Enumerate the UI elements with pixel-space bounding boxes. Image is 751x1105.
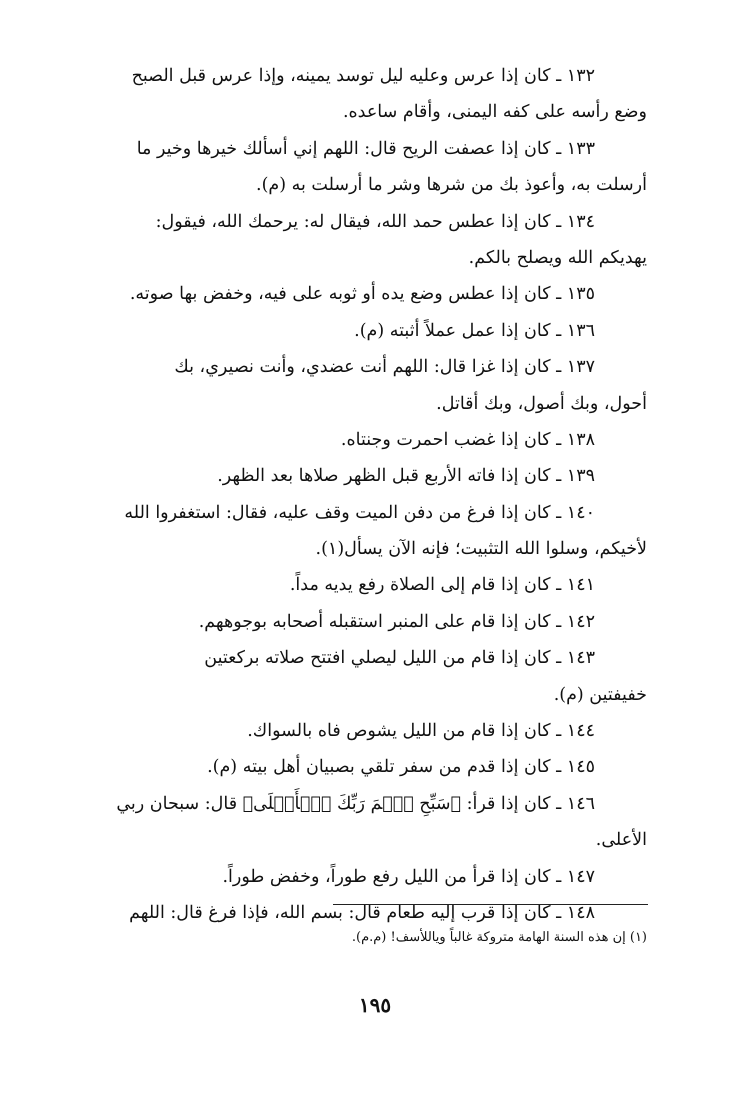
- footnote-divider: [333, 904, 648, 905]
- hadith-line: ١٤٥ ـ كان إذا قدم من سفر تلقي بصبيان أهل بيته (م).: [207, 757, 595, 778]
- hadith-line: ١٤٣ ـ كان إذا قام من الليل ليصلي افتتح صلاته بركعتين: [204, 648, 595, 669]
- hadith-line: ١٣٦ ـ كان إذا عمل عملاً أثبته (م).: [354, 320, 595, 341]
- page-number: ١٩٥: [358, 993, 392, 1017]
- hadith-line: ١٤٤ ـ كان إذا قام من الليل يشوص فاه بالسواك.: [247, 721, 595, 742]
- hadith-line: أرسلت به، وأعوذ بك من شرها وشر ما أرسلت به (م).: [256, 175, 647, 196]
- hadith-line: خفيفتين (م).: [553, 684, 647, 705]
- hadith-line: وضع رأسه على كفه اليمنى، وأقام ساعده.: [342, 102, 647, 123]
- hadith-line: ١٣٥ ـ كان إذا عطس وضع يده أو ثوبه على فيه، وخفض بها صوته.: [129, 284, 595, 305]
- main-text: [110, 58, 647, 931]
- footnote: (١) إن هذه السنة الهامة متروكة غالباً وياللأسف! (م.م).: [351, 930, 647, 945]
- hadith-line: أحول، وبك أصول، وبك أقاتل.: [436, 393, 647, 414]
- hadith-line: ١٣٨ ـ كان إذا غضب احمرت وجنتاه.: [340, 429, 595, 450]
- hadith-line: ١٤٦ ـ كان إذا قرأ: ﴿سَبِّحِ ٱسۡمَ رَبِّكَ ٱلۡأَعۡلَى﴾ قال: سبحان ربي: [116, 793, 595, 814]
- hadith-line: ١٤٧ ـ كان إذا قرأ من الليل رفع طوراً، وخفض طوراً.: [222, 866, 595, 887]
- hadith-line: ١٤٢ ـ كان إذا قام على المنبر استقبله أصحابه بوجوههم.: [198, 611, 595, 632]
- hadith-line: ١٣٩ ـ كان إذا فاته الأربع قبل الظهر صلاها بعد الظهر.: [217, 466, 595, 487]
- hadith-line: ١٣٤ ـ كان إذا عطس حمد الله، فيقال له: يرحمك الله، فيقول:: [155, 211, 595, 232]
- hadith-line: ١٤٨ ـ كان إذا قرب إليه طعام قال: بسم الله، فإذا فرغ قال: اللهم: [129, 902, 595, 923]
- hadith-line: ١٣٣ ـ كان إذا عصفت الريح قال: اللهم إني أسألك خيرها وخير ما: [136, 138, 595, 159]
- hadith-line: ١٣٧ ـ كان إذا غزا قال: اللهم أنت عضدي، وأنت نصيري، بك: [174, 357, 595, 378]
- hadith-line: لأخيكم، وسلوا الله التثبيت؛ فإنه الآن يسأل(١).: [315, 539, 647, 560]
- hadith-line: ١٤٠ ـ كان إذا فرغ من دفن الميت وقف عليه، فقال: استغفروا الله: [124, 502, 595, 523]
- hadith-line: ١٤١ ـ كان إذا قام إلى الصلاة رفع يديه مداً.: [289, 575, 595, 596]
- hadith-line: الأعلى.: [595, 830, 647, 851]
- hadith-line: يهديكم الله ويصلح بالكم.: [468, 247, 647, 268]
- hadith-line: ١٣٢ ـ كان إذا عرس وعليه ليل توسد يمينه، وإذا عرس قبل الصبح: [131, 66, 595, 86]
